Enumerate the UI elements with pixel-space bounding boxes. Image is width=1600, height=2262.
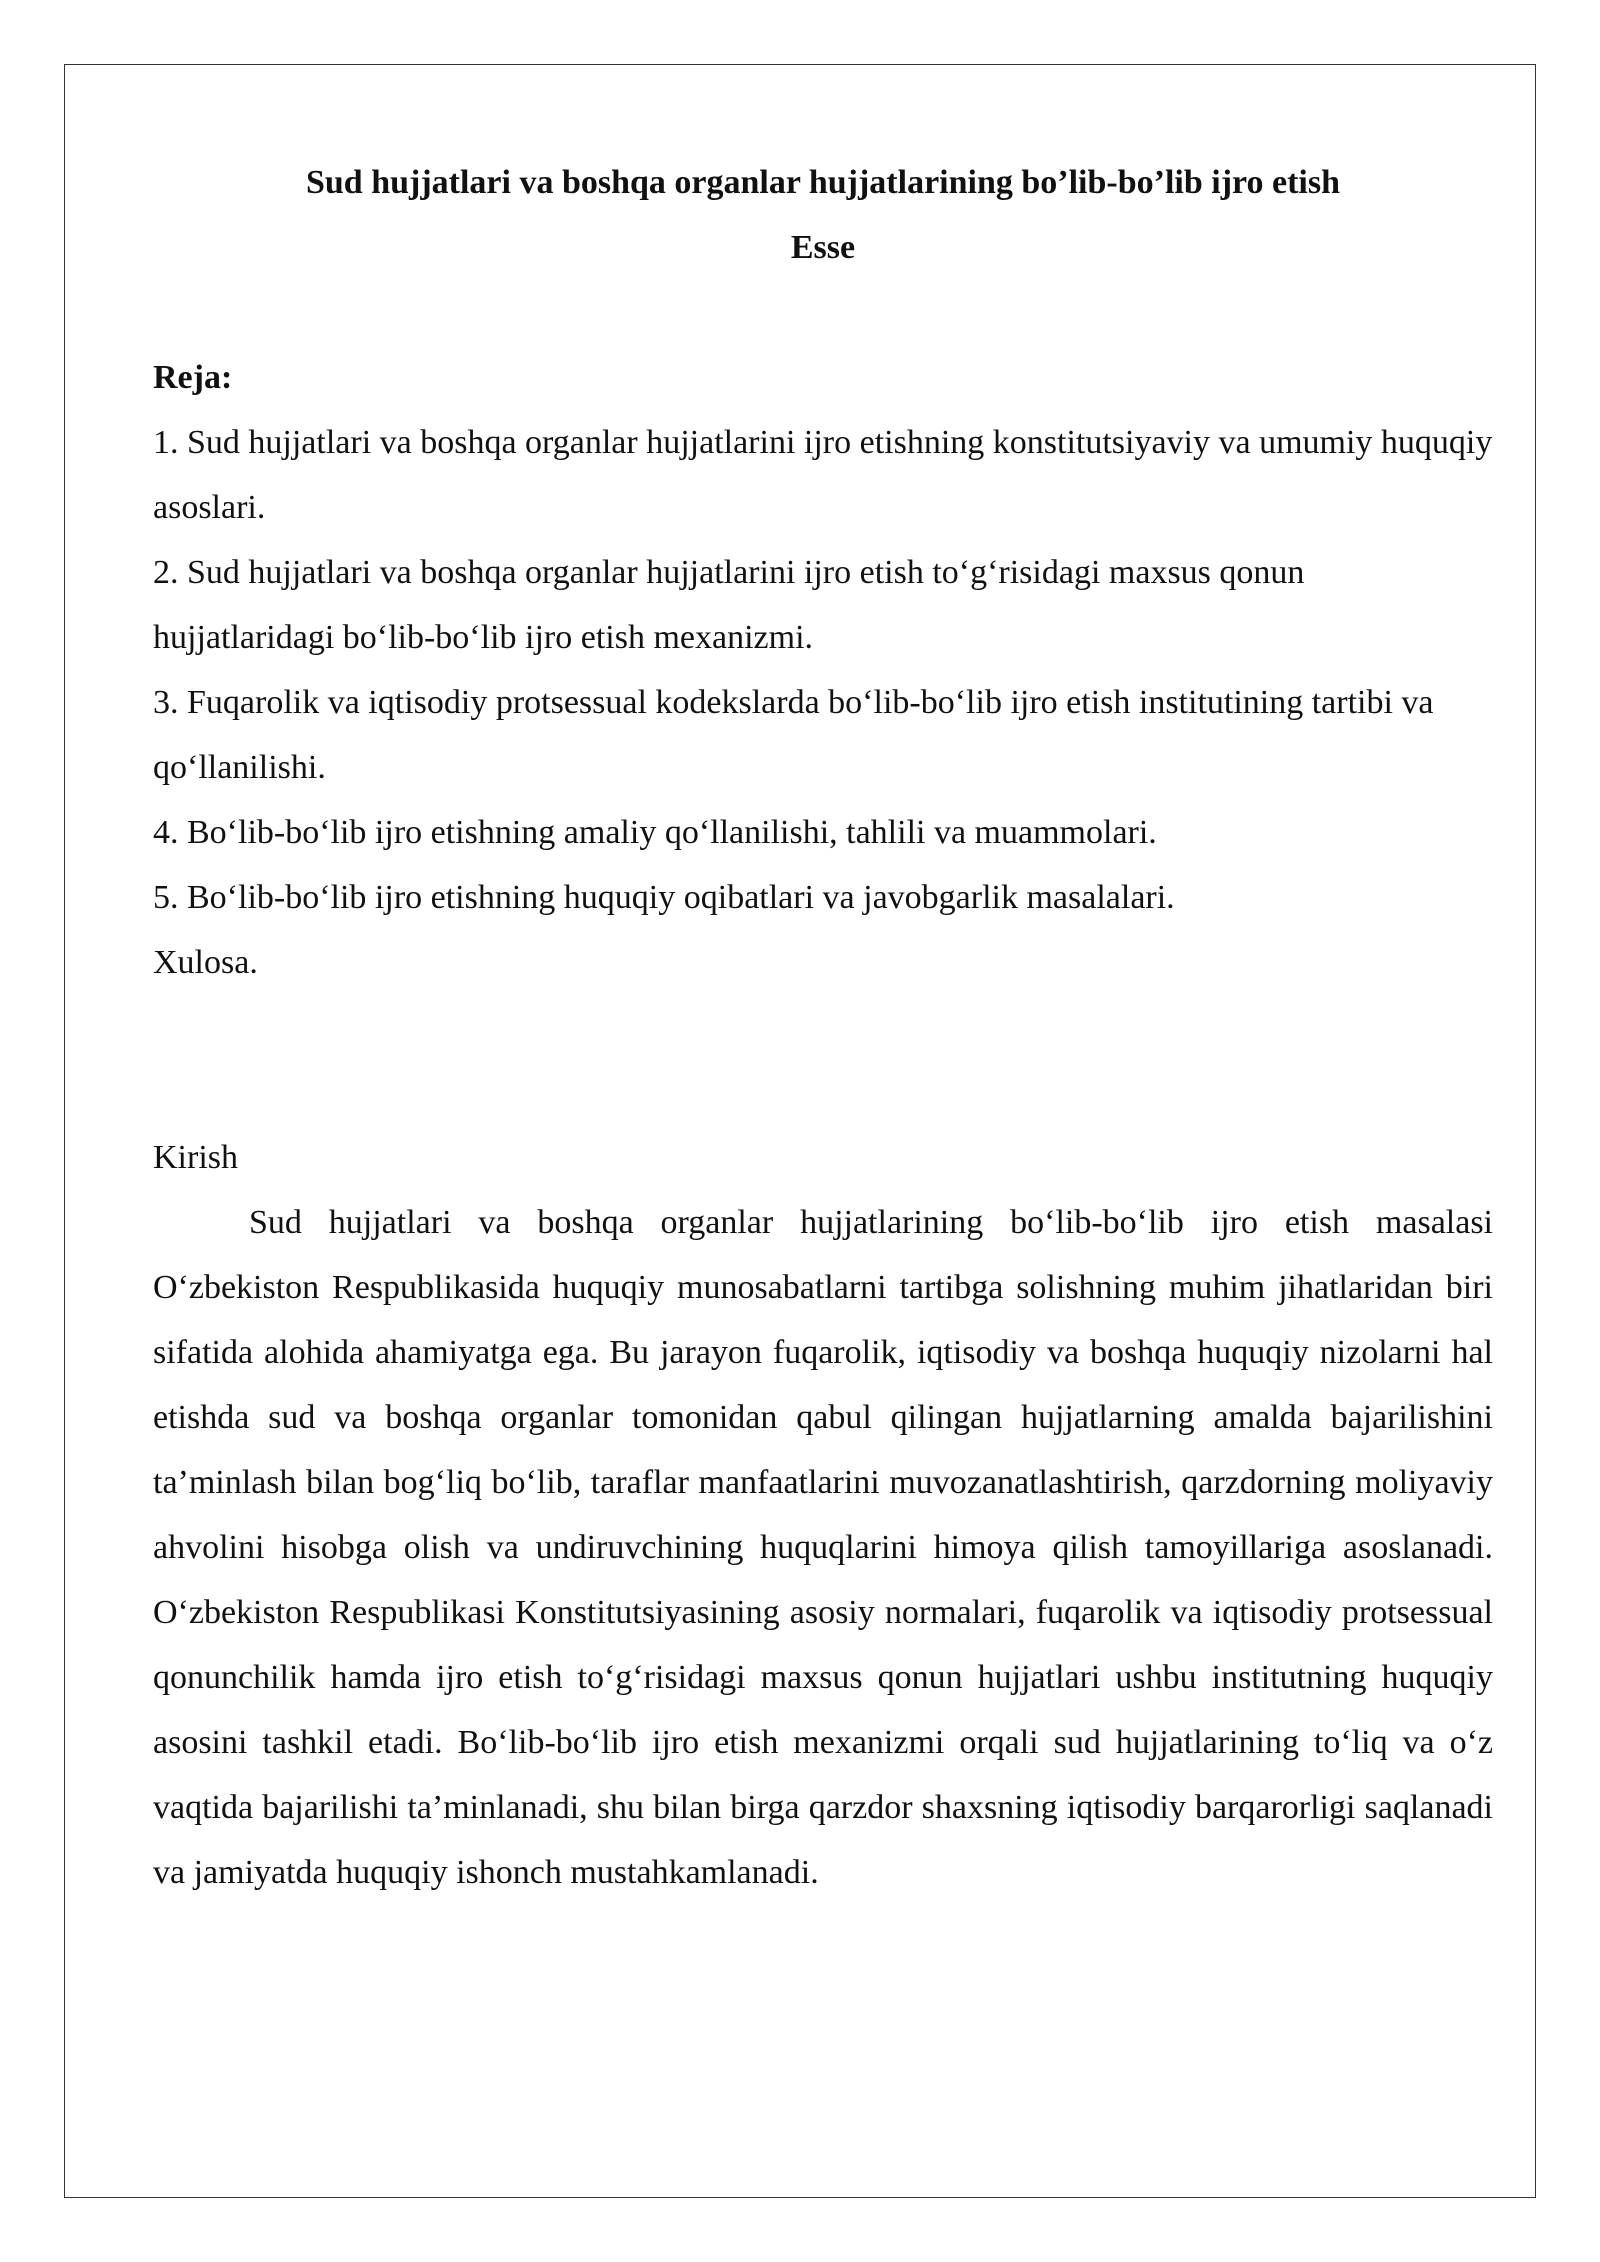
document-body (153, 150, 1493, 1905)
document-title: Sud hujjatlari va boshqa organlar hujjatlarining bo’lib-bo’lib ijro etish (305, 164, 1341, 201)
plan-item: 4. Bo‘lib-bo‘lib ijro etishning amaliy qo‘llanilishi, tahlili va muammolari. (153, 814, 1157, 851)
plan-item: 5. Bo‘lib-bo‘lib ijro etishning huquqiy oqibatlari va javobgarlik masalalari. (153, 879, 1175, 916)
plan-item: 3. Fuqarolik va iqtisodiy protsessual kodekslarda bo‘lib-bo‘lib ijro etish institutining tartibi va qo‘llanilishi. (153, 684, 1434, 786)
introduction-paragraph: Sud hujjatlari va boshqa organlar hujjatlarining bo‘lib-bo‘lib ijro etish masalasi O‘zbekiston Respublikasida huquqiy munosabatlarni tartibga solishning muhim jihatlaridan biri sifatida alohida ahamiyatga ega. Bu jarayon fuqarolik, iqtisodiy va boshqa huquqiy nizolarni hal etishda sud va boshqa organlar tomonidan qabul qilingan hujjatlarning amalda bajarilishini ta’minlash bilan bog‘liq bo‘lib, taraflar manfaatlarini muvozanatlashtirish, qarzdorning moliyaviy ahvolini hisobga olish va undiruvchining huquqlarini himoya qilish tamoyillariga asoslanadi. O‘zbekiston Respublikasi Konstitutsiyasining asosiy normalari, fuqarolik va iqtisodiy protsessual qonunchilik hamda ijro etish to‘g‘risidagi maxsus qonun hujjatlari ushbu institutning huquqiy asosini tashkil etadi. Bo‘lib-bo‘lib ijro etish mexanizmi orqali sud hujjatlarining to‘liq va o‘z vaqtida bajarilishi ta’minlanadi, shu bilan birga qarzdor shaxsning iqtisodiy barqarorligi saqlanadi va jamiyatda huquqiy ishonch mustahkamlanadi. (153, 1204, 1493, 1891)
plan-heading: Reja: (153, 359, 233, 396)
document-subtitle: Esse (790, 229, 856, 266)
plan-item: 1. Sud hujjatlari va boshqa organlar hujjatlarini ijro etishning konstitutsiyaviy va umumiy huquqiy asoslari. (153, 424, 1493, 526)
plan-conclusion: Xulosa. (153, 944, 258, 981)
plan-list (153, 410, 1493, 930)
introduction-heading: Kirish (153, 1139, 238, 1176)
plan-item: 2. Sud hujjatlari va boshqa organlar hujjatlarini ijro etish to‘g‘risidagi maxsus qonun hujjatlaridagi bo‘lib-bo‘lib ijro etish mexanizmi. (153, 554, 1305, 656)
